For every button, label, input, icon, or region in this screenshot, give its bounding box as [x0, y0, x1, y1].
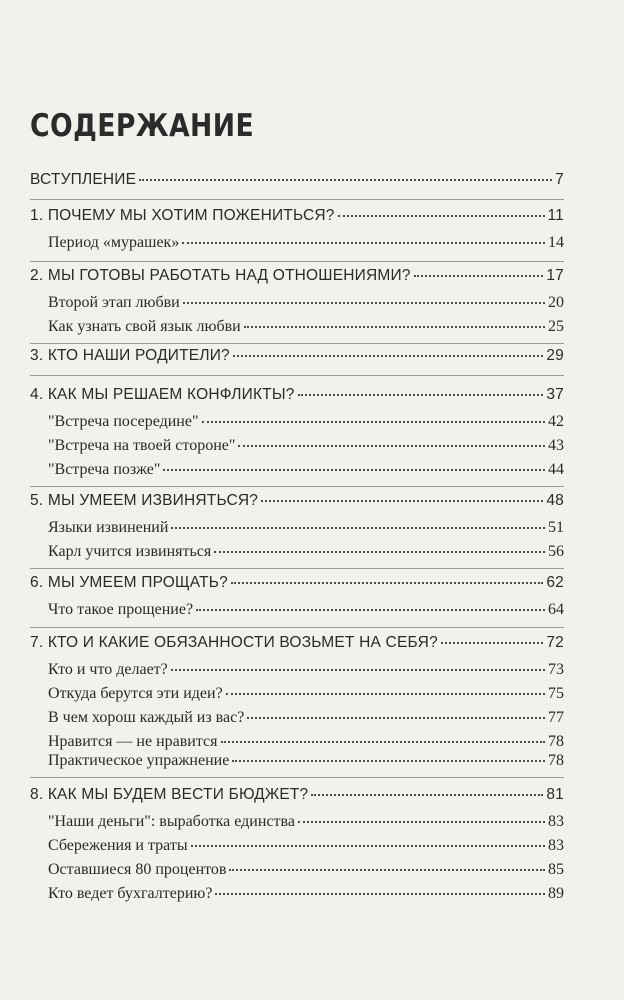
- toc-page-number: 78: [548, 733, 564, 750]
- dot-leader: [247, 716, 545, 719]
- toc-page-number: 85: [548, 861, 564, 878]
- dot-leader: [338, 214, 545, 217]
- dot-leader: [414, 274, 544, 277]
- toc-entry-label: 5. МЫ УМЕЕМ ИЗВИНЯТЬСЯ?: [30, 492, 259, 509]
- toc-entry-label: 6. МЫ УМЕЕМ ПРОЩАТЬ?: [30, 574, 228, 591]
- toc-page-number: 14: [548, 234, 564, 251]
- toc-chapter-entry: [30, 205, 564, 227]
- toc-page-number: 25: [548, 318, 564, 335]
- toc-page-number: 11: [547, 207, 564, 224]
- toc-page-number: 78: [548, 752, 564, 769]
- dot-leader: [238, 444, 545, 447]
- toc-entry-label: "Встреча на твоей стороне": [48, 437, 236, 454]
- dot-leader: [202, 420, 546, 423]
- dot-leader: [196, 608, 545, 611]
- toc-page-number: 64: [548, 601, 564, 618]
- toc-page-number: 20: [548, 294, 564, 311]
- toc-page-number: 43: [548, 437, 564, 454]
- toc-chapter-entry: [30, 632, 564, 654]
- dot-leader: [163, 468, 545, 471]
- dot-leader: [311, 793, 543, 796]
- toc-subsection-entry: [48, 411, 564, 433]
- toc-page-number: 81: [546, 786, 564, 803]
- toc-entry-label: Как узнать свой язык любви: [48, 318, 241, 335]
- toc-chapter-entry: [30, 572, 564, 594]
- dot-leader: [139, 178, 552, 181]
- toc-page-number: 37: [546, 386, 564, 403]
- toc-entry-label: Кто и что делает?: [48, 661, 168, 678]
- dot-leader: [233, 354, 543, 357]
- toc-subsection-entry: [48, 835, 564, 857]
- dot-leader: [261, 499, 543, 502]
- toc-chapter-entry: [30, 169, 564, 191]
- toc-page-number: 29: [546, 347, 564, 364]
- section-divider: [30, 568, 564, 569]
- toc-entry-label: 3. КТО НАШИ РОДИТЕЛИ?: [30, 347, 230, 364]
- dot-leader: [298, 393, 544, 396]
- toc-entry-label: Что такое прощение?: [48, 601, 194, 618]
- dot-leader: [231, 581, 543, 584]
- dot-leader: [441, 641, 543, 644]
- toc-page-number: 77: [548, 709, 564, 726]
- toc-page-number: 83: [548, 813, 564, 830]
- toc-subsection-entry: [48, 541, 564, 563]
- dot-leader: [244, 325, 545, 328]
- toc-page-number: 56: [548, 543, 564, 560]
- toc-subsection-entry: [48, 517, 564, 539]
- dot-leader: [171, 526, 545, 529]
- toc-chapter-entry: [30, 784, 564, 806]
- toc-entry-label: 1. ПОЧЕМУ МЫ ХОТИМ ПОЖЕНИТЬСЯ?: [30, 207, 335, 224]
- toc-page-number: 7: [555, 171, 564, 188]
- toc-subsection-entry: [48, 811, 564, 833]
- toc-chapter-entry: [30, 490, 564, 512]
- toc-entry-label: Откуда берутся эти идеи?: [48, 685, 223, 702]
- dot-leader: [298, 820, 545, 823]
- toc-page-number: 89: [548, 885, 564, 902]
- dot-leader: [171, 668, 545, 671]
- toc-entry-label: "Встреча посередине": [48, 413, 199, 430]
- toc-subsection-entry: [48, 435, 564, 457]
- toc-entry-label: Нравится — не нравится: [48, 733, 218, 750]
- toc-entry-label: ВСТУПЛЕНИЕ: [30, 171, 137, 188]
- toc-page-number: 48: [546, 492, 564, 509]
- toc-entry-label: Практическое упражнение: [48, 752, 230, 769]
- section-divider: [30, 199, 564, 200]
- toc-page-number: 42: [548, 413, 564, 430]
- toc-subsection-entry: [48, 459, 564, 481]
- dot-leader: [221, 740, 545, 743]
- toc-entry-label: Языки извинений: [48, 519, 169, 536]
- toc-entry-label: 2. МЫ ГОТОВЫ РАБОТАТЬ НАД ОТНОШЕНИЯМИ?: [30, 267, 411, 284]
- toc-entry-label: Период «мурашек»: [48, 234, 180, 251]
- toc-entry-label: 7. КТО И КАКИЕ ОБЯЗАННОСТИ ВОЗЬМЕТ НА СЕБЯ?: [30, 634, 438, 651]
- toc-page-number: 72: [546, 634, 564, 651]
- section-divider: [30, 777, 564, 778]
- toc-page-number: 17: [546, 267, 564, 284]
- dot-leader: [232, 759, 545, 762]
- toc-subsection-entry: [48, 707, 564, 729]
- toc-entry-label: 8. КАК МЫ БУДЕМ ВЕСТИ БЮДЖЕТ?: [30, 786, 309, 803]
- section-divider: [30, 627, 564, 628]
- toc-page-number: 75: [548, 685, 564, 702]
- toc-subsection-entry: [48, 232, 564, 254]
- toc-entry-label: 4. КАК МЫ РЕШАЕМ КОНФЛИКТЫ?: [30, 386, 295, 403]
- section-divider: [30, 375, 564, 376]
- toc-subsection-entry: [48, 599, 564, 621]
- toc-entry-label: "Встреча позже": [48, 461, 161, 478]
- toc-subsection-entry: [48, 750, 564, 772]
- section-divider: [30, 261, 564, 262]
- toc-subsection-entry: [48, 292, 564, 314]
- toc-subsection-entry: [48, 859, 564, 881]
- dot-leader: [214, 550, 545, 553]
- dot-leader: [229, 868, 545, 871]
- dot-leader: [215, 892, 545, 895]
- section-divider: [30, 486, 564, 487]
- toc-page-number: 73: [548, 661, 564, 678]
- toc-entry-label: Кто ведет бухгалтерию?: [48, 885, 213, 902]
- toc-chapter-entry: [30, 384, 564, 406]
- toc-page-number: 44: [548, 461, 564, 478]
- toc-entry-label: "Наши деньги": выработка единства: [48, 813, 295, 830]
- toc-page-number: 62: [546, 574, 564, 591]
- toc-chapter-entry: [30, 345, 564, 367]
- toc-subsection-entry: [48, 683, 564, 705]
- toc-subsection-entry: [48, 883, 564, 905]
- toc-page-number: 51: [548, 519, 564, 536]
- dot-leader: [182, 241, 545, 244]
- toc-entry-label: Оставшиеся 80 процентов: [48, 861, 227, 878]
- dot-leader: [191, 844, 545, 847]
- toc-entry-label: Второй этап любви: [48, 294, 180, 311]
- toc-entry-label: В чем хорош каждый из вас?: [48, 709, 245, 726]
- toc-chapter-entry: [30, 265, 564, 287]
- toc-entry-label: Сбережения и траты: [48, 837, 188, 854]
- page-title: СОДЕРЖАНИЕ: [30, 108, 255, 144]
- toc-subsection-entry: [48, 659, 564, 681]
- dot-leader: [226, 692, 545, 695]
- toc-subsection-entry: [48, 316, 564, 338]
- toc-page-number: 83: [548, 837, 564, 854]
- dot-leader: [183, 301, 545, 304]
- section-divider: [30, 343, 564, 344]
- toc-entry-label: Карл учится извиняться: [48, 543, 212, 560]
